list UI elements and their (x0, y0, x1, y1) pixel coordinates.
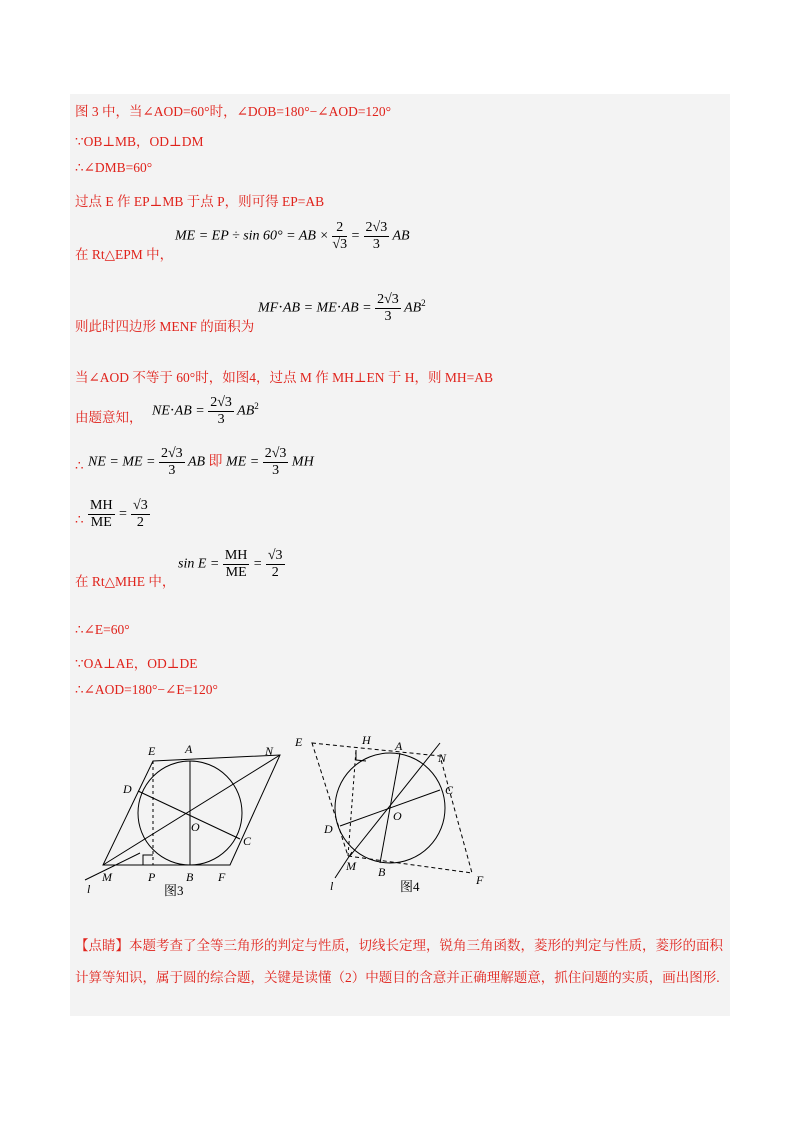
line-3: ∴∠DMB=60° (75, 160, 153, 175)
line-4: 过点 E 作 EP⊥MB 于点 P，则可得 EP=AB (75, 194, 325, 209)
fig4-label-H: H (362, 733, 371, 747)
fig4-label-N: N (438, 751, 447, 765)
fig4-rhombus (312, 743, 472, 873)
line-12: ∴∠E=60° (75, 622, 130, 637)
fig4-label-C: C (445, 783, 454, 797)
fig4-label-F: F (476, 873, 484, 887)
line-1: 图 3 中，当∠AOD=60°时，∠DOB=180°−∠AOD=120° (75, 104, 392, 119)
fig3-label-B: B (186, 870, 194, 884)
fig3-label-E: E (148, 744, 156, 758)
fig3-label-M: M (102, 870, 112, 884)
fig3-caption: 图3 (164, 883, 184, 898)
formula-me-epm: ME = EP ÷ sin 60° = AB × $\frac{2}{√3}$ = $\frac{2√3}{3}$ AB (175, 220, 410, 252)
line-8-prefix: 由题意知， (75, 410, 143, 425)
line-2: ∵OB⊥MB，OD⊥DM (75, 134, 204, 149)
fig3-label-D: D (123, 782, 132, 796)
fig3-label-l: l (87, 882, 91, 896)
fig4-label-D: D (324, 822, 333, 836)
fig3-label-N: N (265, 744, 274, 758)
formula-ne-me: NE = ME = $\frac{2√3}{3}$ AB 即 ME = $\frac{2√3}{3}$ MH (88, 446, 314, 478)
formula-sin-e: sin E = $\frac{MH}{ME}$ = $\frac{√3}{2}$ (178, 548, 283, 580)
line-14: ∴∠AOD=180°−∠E=120° (75, 682, 218, 697)
line-5-prefix: 在 Rt△EPM 中， (75, 247, 174, 262)
formula-ne-ab: NE⋅AB = $\frac{2√3}{3}$ $AB^2$ (152, 395, 259, 427)
formula-mh-me: $\frac{MH}{ME}$ = $\frac{√3}{2}$ (90, 498, 148, 530)
line-11-prefix: 在 Rt△MHE 中， (75, 574, 176, 589)
fig3-label-C: C (243, 834, 252, 848)
line-7: 当∠AOD 不等于 60°时，如图4，过点 M 作 MH⊥EN 于 H，则 MH=AB (75, 370, 494, 385)
figure-3 (80, 735, 300, 900)
fig4-label-A: A (395, 739, 403, 753)
fig4-caption: 图4 (400, 879, 420, 894)
fig3-label-P: P (148, 870, 156, 884)
fig3-label-A: A (185, 742, 193, 756)
figure-4 (290, 728, 500, 898)
line-9-prefix: ∴ (75, 458, 84, 473)
fig4-label-E: E (295, 735, 303, 749)
fig4-label-O: O (393, 809, 402, 823)
fig4-label-M: M (346, 859, 356, 873)
formula-area-menf: MF⋅AB = ME⋅AB = $\frac{2√3}{3}$ $AB^2$ (258, 292, 426, 324)
line-6-prefix: 则此时四边形 MENF 的面积为 (75, 319, 255, 334)
line-10-prefix: ∴ (75, 512, 84, 527)
fig3-label-O: O (191, 820, 200, 834)
key-point-notes: 【点睛】本题考查了全等三角形的判定与性质，切线长定理，锐角三角函数，菱形的判定与性质，菱形的面积计算等知识，属于圆的综合题，关键是读懂（2）中题目的含意并正确理解题意，抓住问题的实质，画出图形. (75, 938, 723, 985)
fig3-label-F: F (218, 870, 226, 884)
fig4-label-l: l (330, 879, 334, 893)
fig3-line-l (85, 853, 140, 880)
fig4-label-B: B (378, 865, 386, 879)
line-13: ∵OA⊥AE，OD⊥DE (75, 656, 198, 671)
